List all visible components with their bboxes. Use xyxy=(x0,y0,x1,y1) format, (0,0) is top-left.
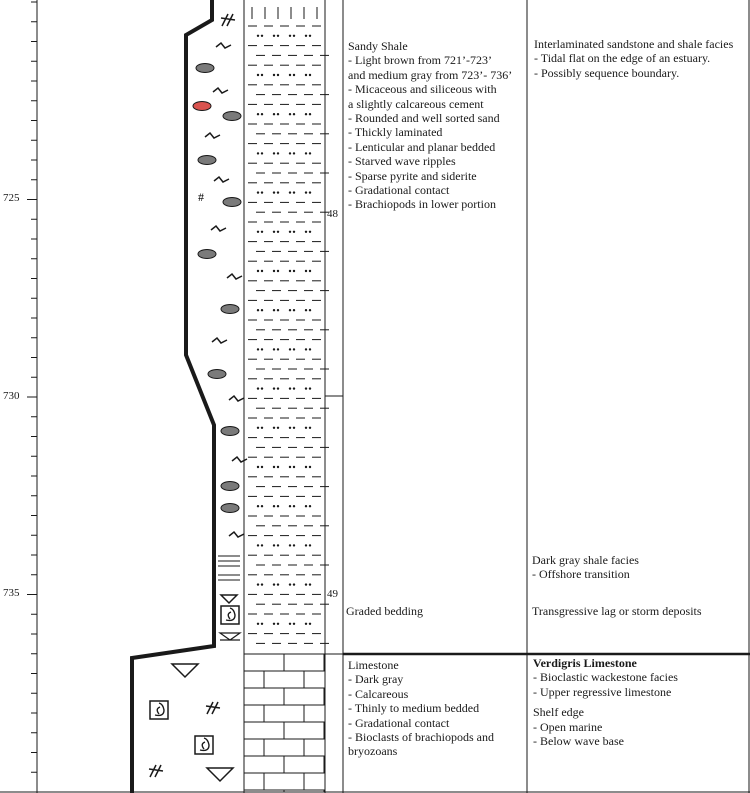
silt-dot xyxy=(309,270,311,272)
silt-dot xyxy=(293,74,295,76)
silt-dot xyxy=(261,152,263,154)
silt-dot xyxy=(257,583,259,585)
silt-dot xyxy=(305,544,307,546)
pyrite-nodule xyxy=(198,250,216,259)
sedimentary-symbols xyxy=(149,14,247,781)
silt-dot xyxy=(293,348,295,350)
silt-dot xyxy=(293,35,295,37)
burrow-symbol: # xyxy=(198,190,204,204)
silt-dot xyxy=(273,113,275,115)
graded-bedding-interpretation: Transgressive lag or storm deposits xyxy=(532,604,702,618)
silt-dot xyxy=(309,505,311,507)
silt-dot xyxy=(309,113,311,115)
cross-bedding-symbol xyxy=(221,14,235,26)
silt-dot xyxy=(305,387,307,389)
silt-dot xyxy=(309,466,311,468)
silt-dot xyxy=(273,348,275,350)
silt-dot xyxy=(309,387,311,389)
silt-dot xyxy=(305,191,307,193)
graded-bedding-symbol xyxy=(207,768,233,781)
silt-dot xyxy=(293,583,295,585)
silt-dot xyxy=(309,583,311,585)
pyrite-nodule xyxy=(221,427,239,436)
silt-dot xyxy=(273,427,275,429)
silt-dot xyxy=(257,270,259,272)
silt-dot xyxy=(309,348,311,350)
silt-dot xyxy=(277,427,279,429)
silt-dot xyxy=(257,152,259,154)
silt-dot xyxy=(305,231,307,233)
silt-dot xyxy=(277,74,279,76)
silt-dot xyxy=(273,35,275,37)
silt-dot xyxy=(257,387,259,389)
ripple-symbol xyxy=(205,133,220,138)
silt-dot xyxy=(293,427,295,429)
silt-dot xyxy=(261,544,263,546)
silt-dot xyxy=(293,466,295,468)
sandy-shale-description: Sandy Shale - Light brown from 721’-723’ and medium gray from 723’- 736’ - Micaceous and siliceous with a slightly calcareous cement - Rounded and well sorted sand - Thickly laminated - Lenticular and planar bedded - Starved wave ripples - Sparse pyrite and siderite - Gradational contact - Brachiopods in lower portion xyxy=(348,39,513,212)
silt-dot xyxy=(289,270,291,272)
dark-gray-shale-interpretation: Dark gray shale facies - Offshore transition xyxy=(532,553,639,582)
depth-label-730: 730 xyxy=(3,390,20,402)
silt-dot xyxy=(273,505,275,507)
silt-dot xyxy=(273,74,275,76)
grain-size-profile xyxy=(132,0,214,793)
graded-bedding-description: Graded bedding xyxy=(346,604,423,618)
silt-dot xyxy=(257,623,259,625)
silt-dot xyxy=(277,113,279,115)
silt-dot xyxy=(273,152,275,154)
silt-dot xyxy=(305,152,307,154)
silt-dot xyxy=(273,270,275,272)
silt-dot xyxy=(309,152,311,154)
pyrite-nodule xyxy=(221,305,239,314)
ripple-symbol xyxy=(213,88,228,93)
pyrite-nodule xyxy=(221,504,239,513)
silt-dot xyxy=(289,466,291,468)
silt-dot xyxy=(289,623,291,625)
silt-dot xyxy=(277,466,279,468)
silt-dot xyxy=(305,348,307,350)
silt-dot xyxy=(289,35,291,37)
silt-dot xyxy=(261,505,263,507)
silt-dot xyxy=(273,544,275,546)
silt-dot xyxy=(289,427,291,429)
silt-dot xyxy=(305,427,307,429)
pyrite-nodule xyxy=(208,370,226,379)
silt-dot xyxy=(261,387,263,389)
silt-dot xyxy=(277,505,279,507)
silt-dot xyxy=(261,270,263,272)
silt-dot xyxy=(257,427,259,429)
silt-dot xyxy=(277,544,279,546)
cross-bedding-symbol xyxy=(149,765,163,777)
formation-name: Verdigris Limestone xyxy=(533,656,637,670)
silt-dot xyxy=(305,466,307,468)
ripple-symbol xyxy=(232,457,247,462)
silt-dot xyxy=(261,309,263,311)
silt-dot xyxy=(277,387,279,389)
silt-dot xyxy=(293,191,295,193)
silt-dot xyxy=(293,387,295,389)
silt-dot xyxy=(289,113,291,115)
ripple-symbol xyxy=(212,338,227,343)
silt-dot xyxy=(277,152,279,154)
pyrite-nodule xyxy=(196,64,214,73)
silt-dot xyxy=(277,231,279,233)
silt-dot xyxy=(261,623,263,625)
silt-dot xyxy=(261,74,263,76)
silt-dot xyxy=(257,113,259,115)
silt-dot xyxy=(289,309,291,311)
silt-dot xyxy=(293,270,295,272)
silt-dot xyxy=(261,191,263,193)
pyrite-nodule xyxy=(221,482,239,491)
ripple-symbol xyxy=(227,274,242,279)
silt-dot xyxy=(309,231,311,233)
silt-dot xyxy=(261,231,263,233)
lithology-column xyxy=(244,7,329,792)
silt-dot xyxy=(261,466,263,468)
silt-dot xyxy=(309,35,311,37)
silt-dot xyxy=(309,427,311,429)
silt-dot xyxy=(261,35,263,37)
silt-dot xyxy=(305,309,307,311)
silt-dot xyxy=(293,231,295,233)
pyrite-nodule xyxy=(223,198,241,207)
silt-dot xyxy=(277,348,279,350)
graded-bedding-symbol xyxy=(172,664,198,677)
silt-dot xyxy=(277,191,279,193)
ripple-symbol xyxy=(229,532,244,537)
depth-label-735: 735 xyxy=(3,587,20,599)
silt-dot xyxy=(273,623,275,625)
silt-dot xyxy=(277,35,279,37)
silt-dot xyxy=(277,623,279,625)
silt-dot xyxy=(257,544,259,546)
silt-dot xyxy=(293,544,295,546)
silt-dot xyxy=(289,191,291,193)
cross-bedding-symbol xyxy=(206,702,220,714)
silt-dot xyxy=(289,387,291,389)
silt-dot xyxy=(257,348,259,350)
silt-dot xyxy=(289,505,291,507)
ripple-symbol xyxy=(229,396,244,401)
ripple-symbol xyxy=(216,43,231,48)
silt-dot xyxy=(273,387,275,389)
silt-dot xyxy=(289,544,291,546)
depth-ticks xyxy=(27,2,37,772)
silt-dot xyxy=(289,152,291,154)
silt-dot xyxy=(277,583,279,585)
silt-dot xyxy=(261,583,263,585)
silt-dot xyxy=(273,191,275,193)
depth-label-725: 725 xyxy=(3,192,20,204)
sample-label-48: 48 xyxy=(327,208,338,220)
silt-dot xyxy=(257,309,259,311)
silt-dot xyxy=(273,466,275,468)
silt-dot xyxy=(257,466,259,468)
brachiopod-shell xyxy=(200,738,209,750)
brachiopod-shell xyxy=(155,703,164,715)
silt-dot xyxy=(293,113,295,115)
silt-dot xyxy=(305,35,307,37)
silt-dot xyxy=(305,113,307,115)
silt-dot xyxy=(293,309,295,311)
silt-dot xyxy=(261,113,263,115)
limestone-interpretation: Verdigris Limestone - Bioclastic wackestone facies - Upper regressive limestone Shelf edge - Open marine - Below wave base xyxy=(533,656,678,749)
sample-label-49: 49 xyxy=(327,588,338,600)
silt-dot xyxy=(257,505,259,507)
silt-dot xyxy=(273,231,275,233)
silt-dot xyxy=(257,231,259,233)
silt-dot xyxy=(309,191,311,193)
silt-dot xyxy=(309,544,311,546)
sandy-shale-interpretation: Interlaminated sandstone and shale facies - Tidal flat on the edge of an estuary. - Possibly sequence boundary. xyxy=(534,37,734,80)
silt-dot xyxy=(293,623,295,625)
brachiopod-shell xyxy=(226,608,235,620)
silt-dot xyxy=(261,348,263,350)
silt-dot xyxy=(273,309,275,311)
silt-dot xyxy=(277,270,279,272)
silt-dot xyxy=(305,270,307,272)
silt-dot xyxy=(305,623,307,625)
pyrite-nodule xyxy=(198,156,216,165)
graded-bedding-symbol xyxy=(220,633,240,640)
silt-dot xyxy=(273,583,275,585)
ripple-symbol xyxy=(214,177,229,182)
pyrite-nodule xyxy=(223,112,241,121)
silt-dot xyxy=(261,427,263,429)
silt-dot xyxy=(309,74,311,76)
silt-dot xyxy=(309,309,311,311)
silt-dot xyxy=(309,623,311,625)
ripple-symbol xyxy=(211,226,226,231)
silt-dot xyxy=(305,74,307,76)
silt-dot xyxy=(289,231,291,233)
limestone-description: Limestone - Dark gray - Calcareous - Thinly to medium bedded - Gradational contact - Bioclasts of brachiopods and bryozoans xyxy=(348,658,494,759)
silt-dot xyxy=(289,348,291,350)
silt-dot xyxy=(305,505,307,507)
silt-dot xyxy=(305,583,307,585)
silt-dot xyxy=(293,505,295,507)
silt-dot xyxy=(289,583,291,585)
graded-bedding-symbol xyxy=(221,595,237,603)
silt-dot xyxy=(257,191,259,193)
silt-dot xyxy=(293,152,295,154)
silt-dot xyxy=(289,74,291,76)
silt-dot xyxy=(277,309,279,311)
silt-dot xyxy=(257,74,259,76)
silt-dot xyxy=(257,35,259,37)
siderite-nodule xyxy=(193,102,211,111)
